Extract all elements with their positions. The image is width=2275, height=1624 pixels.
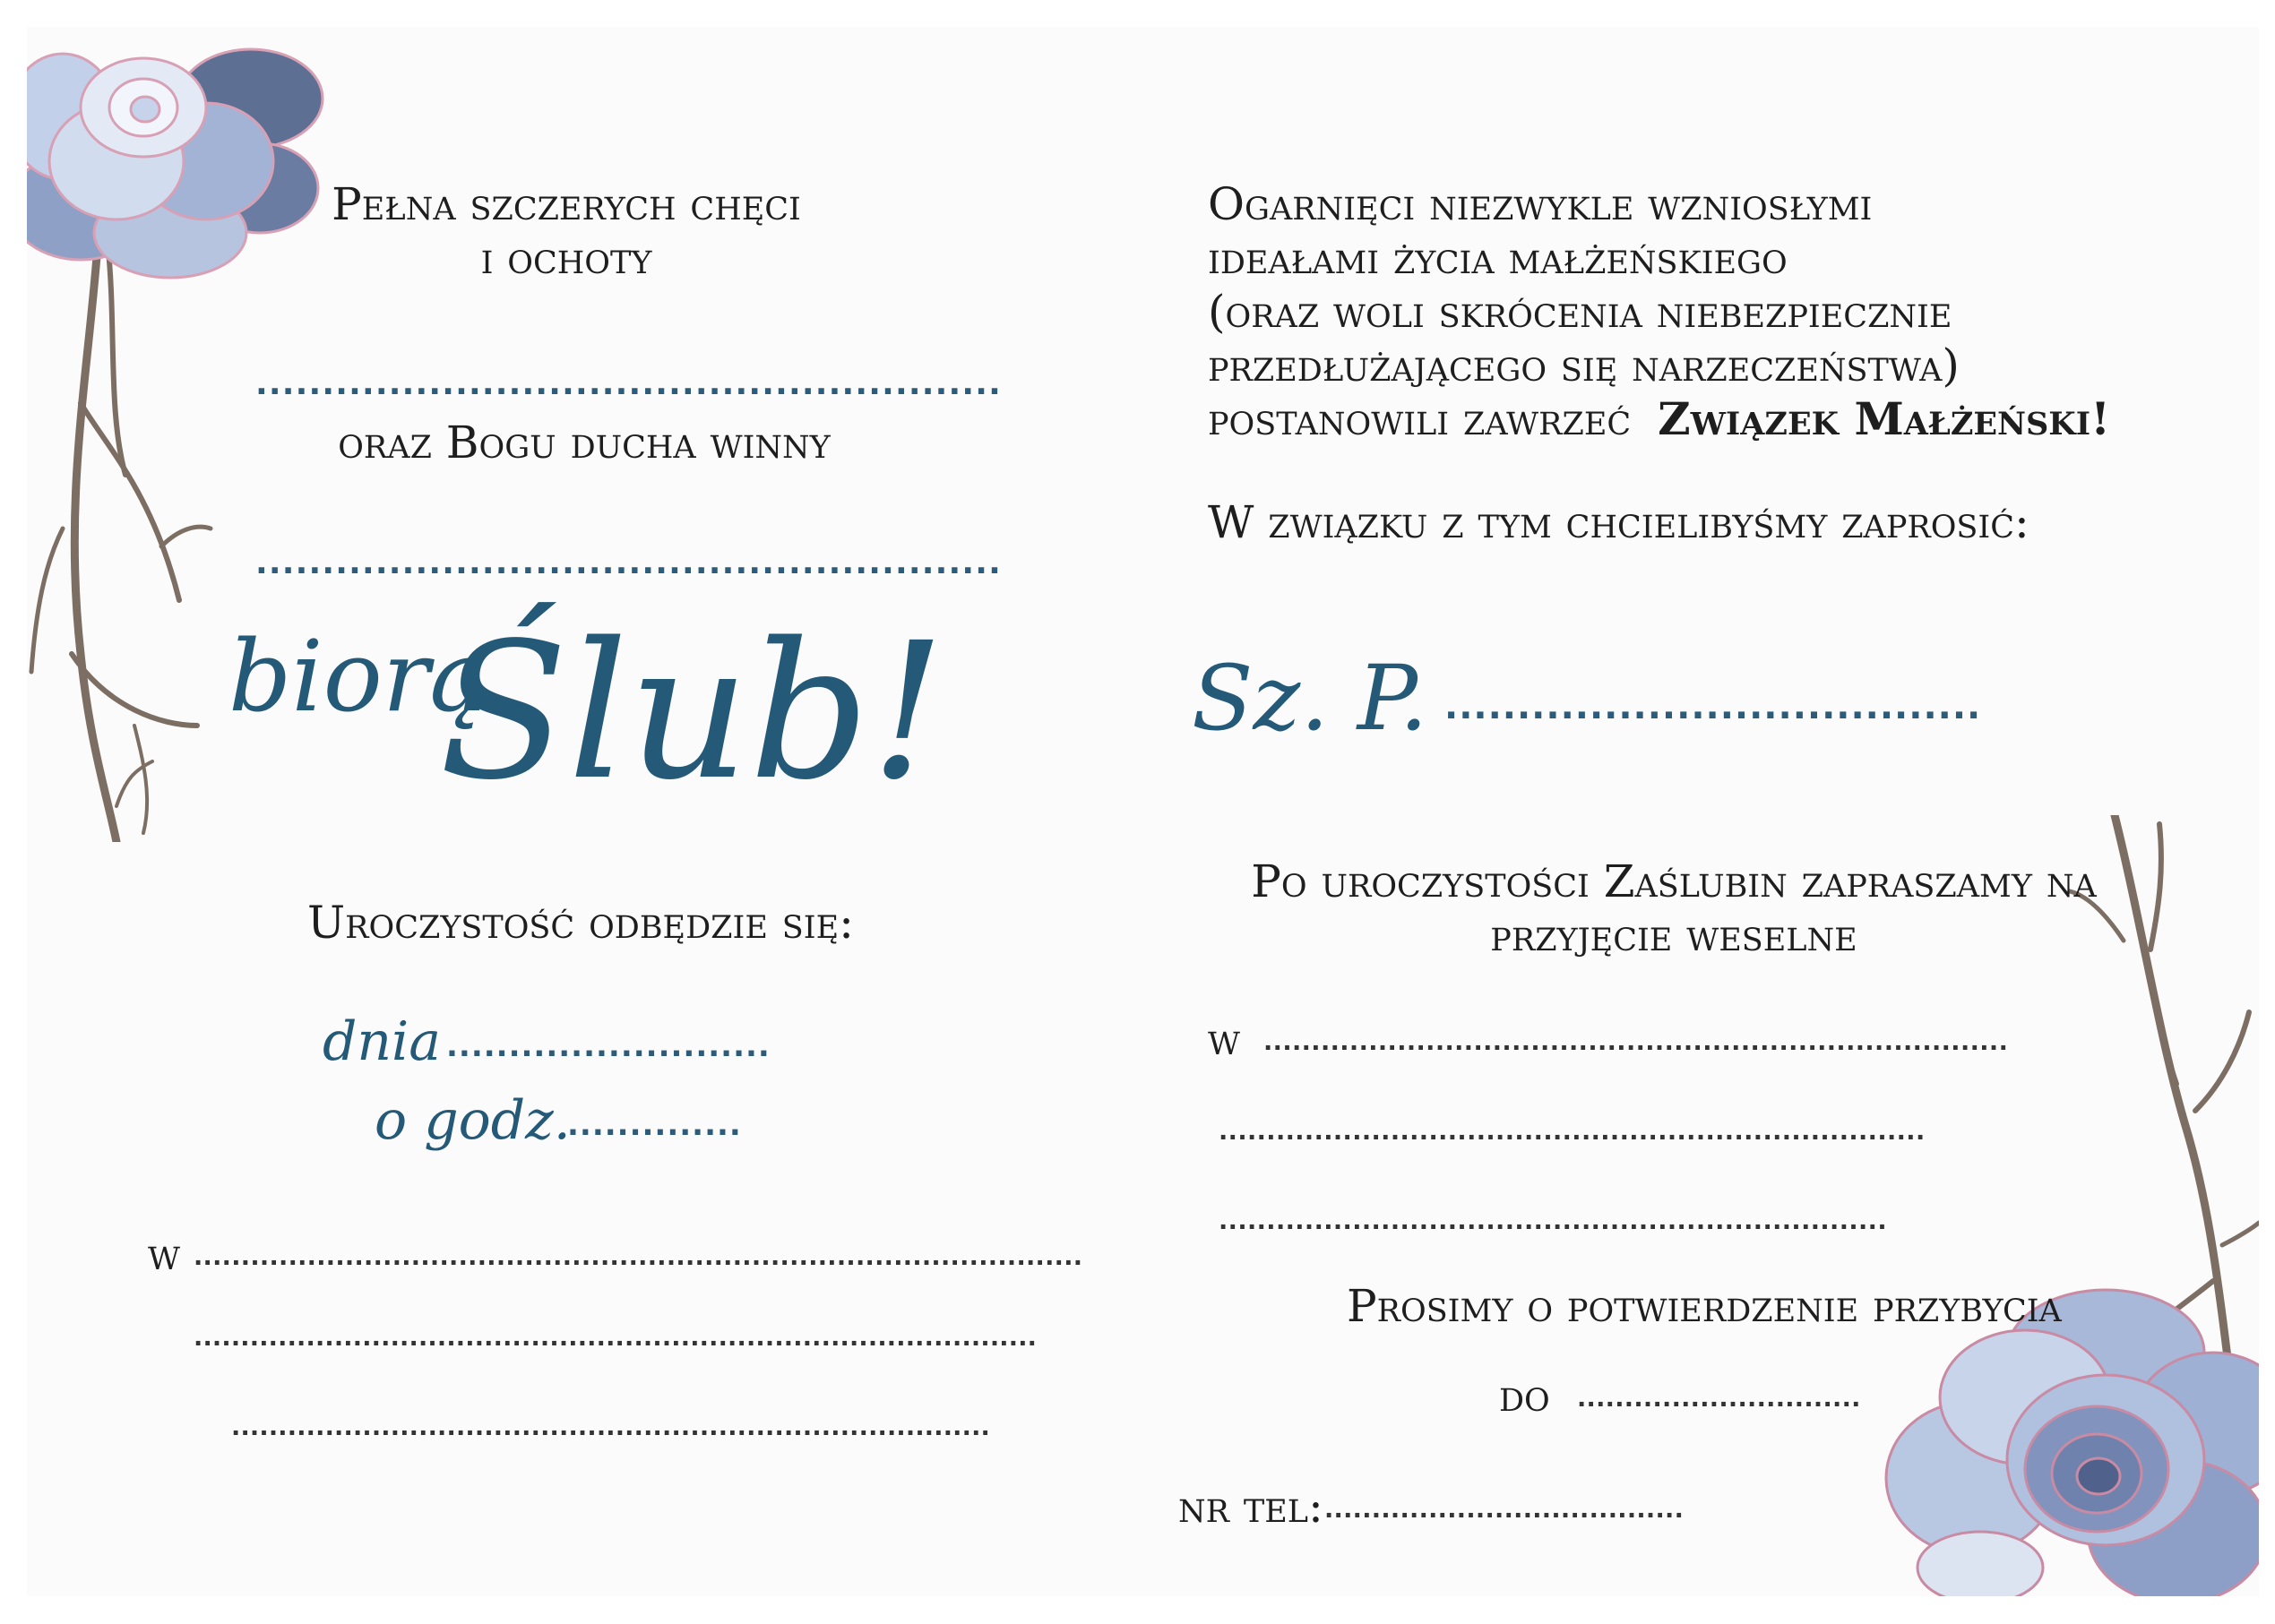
place-field-left-2: .......................................................................................... [194,1324,1038,1352]
rsvp-until-label: do [1499,1370,1550,1422]
phone-field: ...................................... [1324,1496,1685,1524]
day-field: .......................... [446,1028,771,1064]
script-time: o godz. [375,1089,571,1152]
name-field-1: ........................................................ [255,365,1003,402]
reception-line-1: Po uroczystości Zaślubin zapraszamy na [1251,855,2097,907]
paragraph-line-3: (oraz woli skrócenia niebezpiecznie [1208,286,1952,338]
script-day: dnia [323,1010,442,1073]
paragraph-line-1: Ogarnięci niezwykle wzniosłymi [1208,178,1873,230]
script-slub: Ślub! [439,602,946,821]
script-biora: biorą [228,619,488,734]
name-field-2: ........................................................ [255,545,1003,581]
guest-name-field: ..................................... [1444,686,1982,727]
place-field-left-1: .............................................................................................. [194,1243,1083,1271]
invite-line: W związku z tym chcielibyśmy zaprosić: [1208,496,2029,548]
place-field-right-2: .......................................................................... [1219,1118,1926,1146]
ceremony-heading: Uroczystość odbędzie się: [307,897,854,949]
script-szp: Sz. P. [1192,646,1428,751]
place-field-right-3: ...................................................................... [1219,1207,1887,1235]
place-field-left-3: ................................................................................. [231,1413,991,1441]
time-field: .............. [567,1107,742,1143]
phone-label: nr tel: [1178,1481,1323,1533]
paragraph-line-4: przedłużającego się narzeczeństwa) [1208,339,1960,391]
rsvp-until-field: .............................. [1577,1385,1861,1413]
intro-line-2: i ochoty [480,232,652,284]
place-label-right: w [1208,1013,1240,1065]
succulent-flower-top-left [27,27,332,287]
and-line: oraz Bogu ducha winny [338,417,831,468]
paragraph-line-5 [1208,392,2110,446]
paragraph-line-5-text: postanowili zawrzeć [1208,393,1632,445]
place-label-left: w [148,1228,180,1280]
place-field-right-1: .............................................................................. [1263,1028,2009,1056]
paragraph-bold-phrase: Związek Małżeński! [1658,392,2111,445]
invitation-card [27,27,2259,1596]
intro-line-1: Pełna szczerych chęci [332,178,801,230]
reception-line-2: przyjęcie weselne [1490,909,1857,961]
paragraph-line-2: ideałami życia małżeńskiego [1208,232,1788,284]
rsvp-line: Prosimy o potwierdzenie przybycia [1347,1280,2062,1332]
